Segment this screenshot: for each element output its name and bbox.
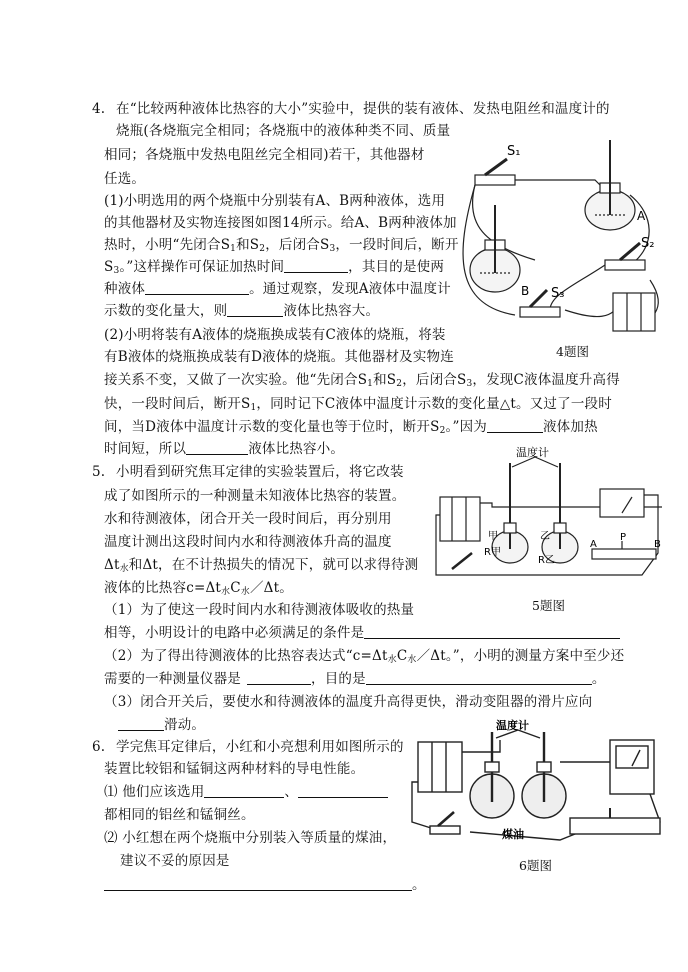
q5-line-6: 液体的比热容$c=\Delta t_水C_水/\Delta t$。 [104, 580, 293, 597]
q5-part3-line-b: 滑动。 [118, 716, 205, 734]
label-r-jia: R甲 [484, 547, 501, 558]
q4-circuit-figure [455, 135, 665, 335]
q5-part2-line-a: （2）为了得出待测液体的比热容表达式“$c=\Delta t_水C_水/\Delta t$。”，小明的测量方案中至少还 [104, 648, 625, 665]
answer-blank-purpose[interactable] [145, 280, 249, 295]
q5-line-4: 温度计测出这段时间内水和待测液体升高的温度 [104, 534, 392, 550]
q5-part1-line-b: 相等，小明设计的电路中必须满足的条件是 [104, 624, 620, 642]
q6-line-2: 装置比较铝和锰铜这两种材料的导电性能。 [104, 761, 365, 777]
q6-part2-line-c: 。 [104, 876, 426, 894]
answer-blank-heating-time[interactable] [284, 258, 348, 273]
answer-blank-circuit-condition[interactable] [364, 624, 620, 639]
label-thermometer: 温度计 [496, 719, 529, 732]
label-s3: S₃ [551, 286, 565, 301]
q6-part2-line-a: ⑵ 小红想在两个烧瓶中分别装入等质量的煤油， [104, 830, 397, 846]
q5-caption: 5题图 [532, 598, 565, 613]
q4-part1-line-e: 种液体 。通过观察，发现A液体中温度计 [104, 281, 451, 297]
q4-part1-line-f: 示数的变化量大，则 液体比热容大。 [104, 303, 380, 319]
q4-part2-line-c: 接关系不变，又做了一次实验。他“先闭合$S_1$和$S_2$，后闭合$S_3$，发现C液体温度升高得 [104, 372, 620, 389]
answer-blank-reason[interactable] [104, 876, 412, 891]
q5-line-3: 水和待测液体，闭合开关一段时间后，再分别用 [104, 511, 392, 527]
answer-blank-larger-heat-capacity[interactable] [227, 302, 283, 317]
label-a: A [590, 539, 597, 550]
q5-line-2: 成了如图所示的一种测量未知液体比热容的装置。 [104, 488, 406, 504]
q5-line-1: 小明看到研究焦耳定律的实验装置后，将它改装 [116, 464, 404, 480]
q6-number: 6. [92, 739, 106, 755]
label-p: P [620, 532, 627, 543]
q4-part2-line-f: 时间短，所以 液体比热容小。 [104, 441, 345, 457]
answer-blank-instrument[interactable] [247, 670, 311, 685]
q4-part2-line-a: (2)小明将装有A液体的烧瓶换成装有C液体的烧瓶，将装 [104, 327, 446, 343]
q6-line-1: 学完焦耳定律后，小红和小亮想利用如图所示的 [116, 739, 404, 755]
label-b: B [654, 539, 661, 550]
q6-part1-line-b: 都相同的铝丝和锰铜丝。 [104, 807, 255, 823]
label-a: A [637, 209, 646, 223]
q5-number: 5. [92, 464, 106, 480]
answer-blank-instrument-purpose[interactable] [366, 670, 592, 685]
q4-part1-line-c: 热时，小明“先闭合$S_1$和$S_2$，后闭合$S_3$，一段时间后，断开 [104, 237, 459, 254]
answer-blank-property-2[interactable] [298, 783, 388, 798]
q4-part1-line-a: (1)小明选用的两个烧瓶中分别装有A、B两种液体，选用 [104, 193, 446, 209]
label-s1: S₁ [507, 144, 521, 159]
answer-blank-property-1[interactable] [204, 783, 284, 798]
q6-circuit-figure [410, 719, 672, 854]
answer-blank-smaller-heat-capacity[interactable] [186, 440, 248, 455]
q6-part1-line-a: ⑴ 他们应该选用 、 [104, 783, 388, 801]
label-yi: 乙 [540, 531, 550, 542]
q5-part1-line-a: （1）为了使这一段时间内水和待测液体吸收的热量 [104, 602, 415, 618]
answer-blank-faster-liquid[interactable] [487, 418, 543, 433]
q4-part2-line-d: 快，一段时间后，断开$S_1$，同时记下C液体中温度计示数的变化量△t。又过了一段时 [104, 396, 612, 413]
q6-caption: 6题图 [519, 858, 552, 873]
label-r-yi: R乙 [538, 555, 555, 566]
q5-part3-line-a: （3）闭合开关后，要使水和待测液体的温度升高得更快，滑动变阻器的滑片应向 [104, 694, 593, 710]
q5-line-5: $\Delta t_水$和Δt，在不计热损失的情况下，就可以求得待测 [104, 557, 419, 574]
q4-line-2: 烧瓶(各烧瓶完全相同；各烧瓶中的液体种类不同、质量 [116, 123, 451, 139]
answer-blank-slider-direction[interactable] [118, 716, 164, 731]
q4-part1-line-b: 的其他器材及实物连接图如图14所示。给A、B两种液体加 [104, 215, 457, 231]
q4-number: 4. [92, 101, 106, 117]
q5-circuit-figure [432, 445, 670, 585]
q4-part2-line-e: 间，当D液体中温度计示数的变化量也等于位时，断开$S_2$。”因为 液体加热 [104, 419, 598, 436]
q4-part1-line-d: $S_3$。”这样操作可保证加热时间 ，其目的是使两 [104, 259, 445, 276]
q4-caption: 4题图 [556, 344, 589, 359]
q4-line-4: 任选。 [104, 171, 146, 187]
label-thermometer: 温度计 [516, 446, 549, 459]
label-kerosene: 煤油 [502, 828, 524, 841]
label-s2: S₂ [641, 236, 655, 251]
q5-part2-line-b: 需要的一种测量仪器是 ，目的是 。 [104, 671, 606, 687]
q4-line-1: 在“比较两种液体比热容的大小”实验中，提供的装有液体、发热电阻丝和温度计的 [116, 101, 610, 117]
label-b: B [521, 284, 530, 298]
q4-part2-line-b: 有B液体的烧瓶换成装有D液体的烧瓶。其他器材及实物连 [104, 349, 454, 365]
label-jia: 甲 [488, 531, 498, 542]
q4-line-3: 相同；各烧瓶中发热电阻丝完全相同)若干，其他器材 [104, 147, 425, 163]
q6-part2-line-b: 建议不妥的原因是 [120, 853, 230, 869]
